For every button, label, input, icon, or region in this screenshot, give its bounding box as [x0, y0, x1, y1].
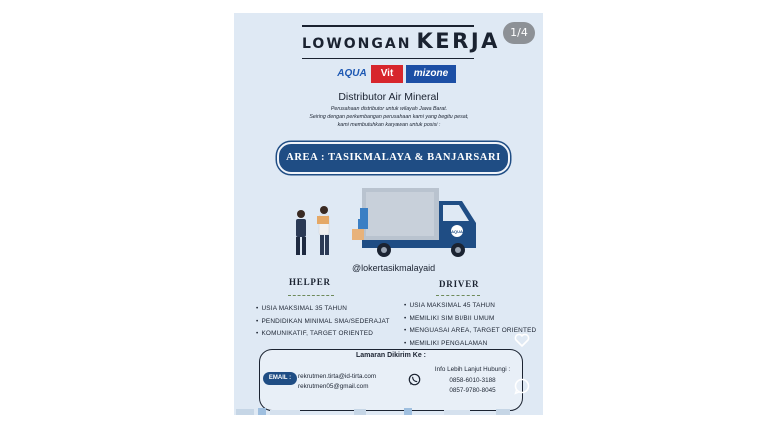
- phone-number: 0857-9780-8045: [449, 387, 496, 394]
- phone-number: 0858-6010-3188: [449, 376, 496, 384]
- list-item: • MEMILIKI SIM BI/BII UMUM: [404, 313, 536, 326]
- list-item: • USIA MAKSIMAL 35 TAHUN: [256, 303, 390, 316]
- list-item: • PENDIDIKAN MINIMAL SMA/SEDERAJAT: [256, 316, 390, 329]
- driver-heading: DRIVER: [439, 279, 480, 289]
- email-label: EMAIL :: [263, 372, 297, 385]
- desc-line: kami membutuhkan karyawan untuk posisi :: [337, 122, 441, 128]
- title-kerja: KERJA: [416, 28, 500, 53]
- desc-line: Seiring dengan perkembangan perusahaan kami yang begitu pesat,: [309, 114, 469, 120]
- list-item: • MEMILIKI PENGALAMAN: [404, 338, 536, 351]
- list-item: • USIA MAKSIMAL 45 TAHUN: [404, 300, 536, 313]
- list-item: • MENGUASAI AREA, TARGET ORIENTED: [404, 325, 536, 338]
- helper-heading: HELPER: [289, 277, 331, 287]
- worker-carrying-box-icon: [317, 206, 329, 255]
- like-heart-icon[interactable]: [512, 330, 532, 350]
- helper-requirements: [256, 303, 390, 341]
- aqua-logo: AQUA: [337, 68, 367, 79]
- poster-title: [302, 23, 500, 61]
- email-address: rekrutmen05@gmail.com: [298, 383, 369, 390]
- application-box: [259, 349, 523, 411]
- instagram-handle: @lokertasikmalayaid: [352, 263, 436, 273]
- bottles-decoration: [234, 408, 543, 415]
- application-title: Lamaran Dikirim Ke :: [355, 352, 427, 359]
- area-banner: AREA : TASIKMALAYA & BANJARSARI: [277, 142, 510, 174]
- email-addresses: [298, 372, 376, 392]
- poster-description: [274, 105, 504, 129]
- contact-title: Info Lebih Lanjut Hubungi :: [434, 366, 511, 373]
- contact-info: [425, 365, 520, 397]
- job-poster-image: [234, 13, 543, 415]
- truck-illustration: [286, 183, 486, 273]
- helper-divider: [288, 295, 334, 296]
- list-item: • KOMUNIKATIF, TARGET ORIENTED: [256, 328, 390, 341]
- worker-icon: [296, 210, 306, 255]
- whatsapp-icon: [408, 373, 421, 386]
- mizone-logo: mizone: [406, 65, 456, 83]
- truck-badge-text: AQUA: [451, 229, 463, 234]
- driver-divider: [436, 295, 480, 296]
- email-address: rekrutmen.tirta@id-tirta.com: [298, 373, 377, 380]
- vit-logo: Vit: [371, 65, 403, 83]
- title-lowongan: LOWONGAN: [302, 35, 412, 52]
- poster-subtitle: Distributor Air Mineral: [338, 91, 439, 103]
- comment-icon[interactable]: [512, 376, 532, 396]
- image-counter: 1/4: [503, 22, 535, 44]
- desc-line: Perusahaan distributor untuk wilayah Jawa Barat.: [330, 106, 448, 112]
